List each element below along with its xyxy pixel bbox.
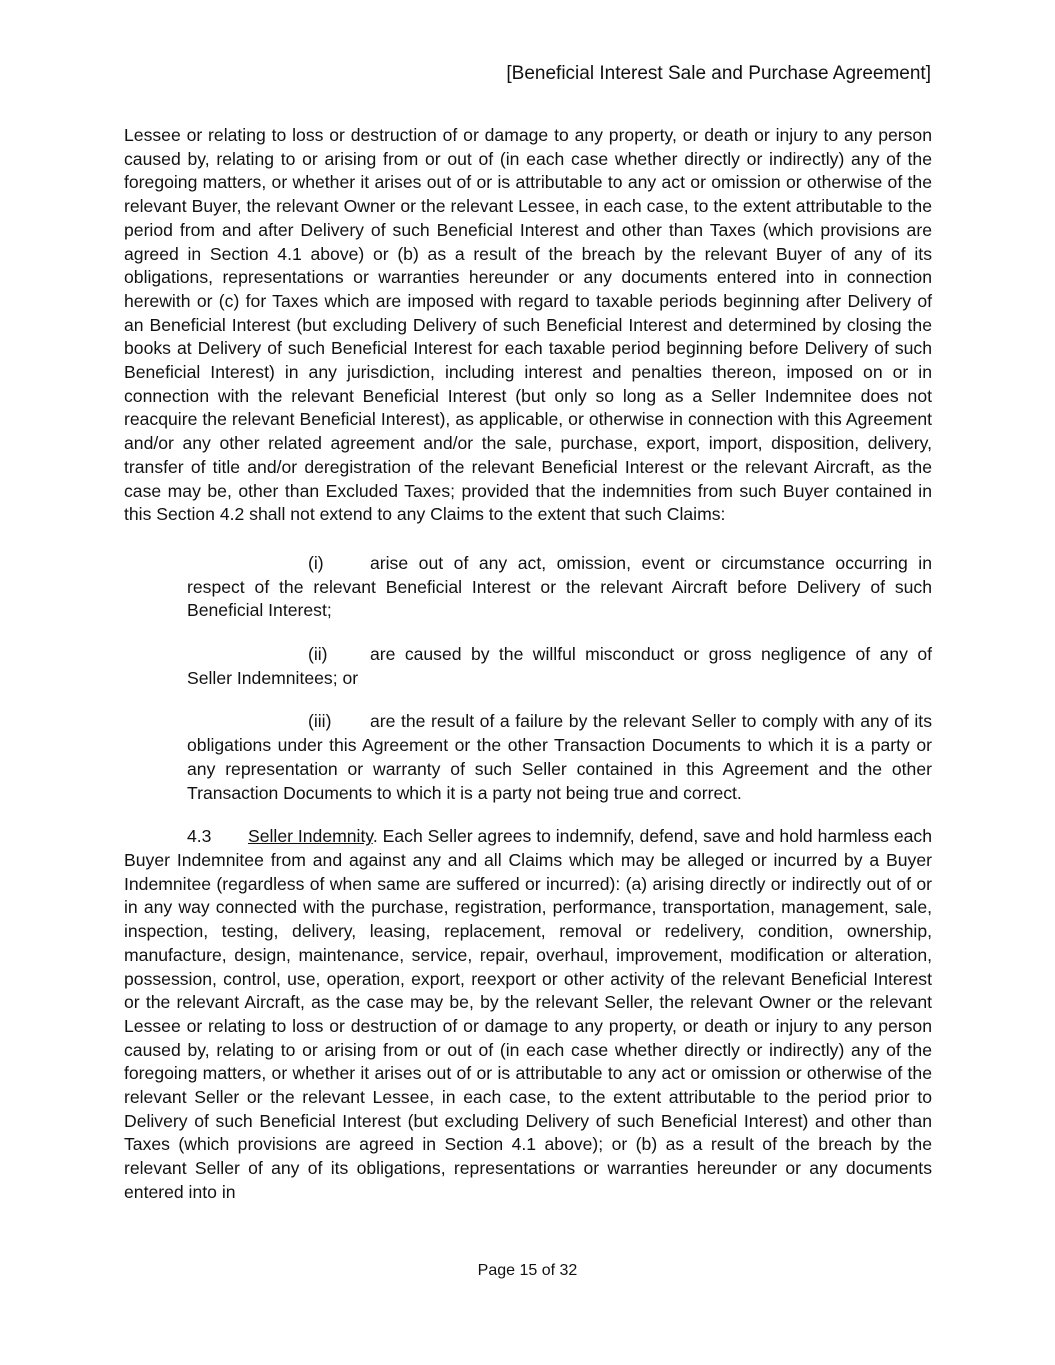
subclause-text: arise out of any act, omission, event or circumstance occurring in respect of the relevant Beneficial Interest or the relevant Aircraft before Delivery of such Beneficial Interest; <box>187 552 932 621</box>
subclause-ii <box>187 643 932 690</box>
subclause-text: are caused by the willful misconduct or gross negligence of any of Seller Indemnitees; or <box>187 644 932 688</box>
intro-paragraph: Lessee or relating to loss or destruction of or damage to any property, or death or injury to any person caused by, relating to or arising from or out of (in each case whether directly or indirectly) any of the foregoing matters, or whether it arises out of or is attributable to any act or omission or otherwise of the relevant Buyer, the relevant Owner or the relevant Lessee, in each case, to the extent attributable to the period from and after Delivery of such Beneficial Interest and other than Taxes (which provisions are agreed in Section 4.1 above) or (b) as a result of the breach by the relevant Buyer of any of its obligations, representations or warranties hereunder or any documents entered into in connection herewith or (c) for Taxes which are imposed with regard to taxable periods beginning after Delivery of an Beneficial Interest (but excluding Delivery of such Beneficial Interest and determined by closing the books at Delivery of such Beneficial Interest for each taxable period beginning before Delivery of such Beneficial Interest) in any jurisdiction, including interest and penalties thereon, imposed on or in connection with the relevant Beneficial Interest (but only so long as a Seller Indemnitee does not reacquire the relevant Beneficial Interest), as applicable, or otherwise in connection with this Agreement and/or any other related agreement and/or the sale, purchase, export, import, disposition, delivery, transfer of title and/or deregistration of the relevant Beneficial Interest or the relevant Aircraft, as the case may be, other than Excluded Taxes; provided that the indemnities from such Buyer contained in this Section 4.2 shall not extend to any Claims to the extent that such Claims: <box>124 125 932 525</box>
subclause-iii <box>187 710 932 805</box>
page-number: Page 15 of 32 <box>477 1262 578 1279</box>
subclause-text: are the result of a failure by the relevant Seller to comply with any of its obligations under this Agreement or the other Transaction Documents to which it is a party or any representation or warranty of such Seller contained in this Agreement and the other Transaction Documents to which it is a party not being true and correct. <box>187 711 932 803</box>
section-text: . Each Seller agrees to indemnify, defend, save and hold harmless each Buyer Indemnitee from and against any and all Claims which may be alleged or incurred by a Buyer Indemnitee (regardless of when same are suffered or incurred): (a) arising directly or indirectly out of or in any way connected with the purchase, registration, performance, transportation, management, sale, inspection, testing, delivery, leasing, replacement, removal or redelivery, condition, ownership, manufacture, design, maintenance, service, repair, overhaul, improvement, modification or alteration, possession, control, use, operation, export, reexport or other activity of the relevant Beneficial Interest or the relevant Aircraft, as the case may be, by the relevant Seller, the relevant Owner or the relevant Lessee or relating to loss or destruction of or damage to any property, or death or injury to any person caused by, relating to or arising from or out of (in each case whether directly or indirectly) any of the foregoing matters, or whether it arises out of or is attributable to any act or omission or otherwise of the relevant Seller or the relevant Lessee, in each case, to the extent attributable to the period prior to Delivery of such Beneficial Interest (but excluding Delivery of such Beneficial Interest) and other than Taxes (which provisions are agreed in Section 4.1 above); or (b) as a result of the breach by the relevant Seller of any of its obligations, representations or warranties hereunder or any documents entered into in <box>124 826 933 1202</box>
subclause-i <box>187 552 932 623</box>
section-4-3 <box>124 825 932 1204</box>
running-header: [Beneficial Interest Sale and Purchase Agreement] <box>506 63 931 84</box>
subclause-number: (ii) <box>308 644 328 665</box>
section-title: Seller Indemnity <box>248 826 373 847</box>
subclause-number: (i) <box>308 552 324 573</box>
section-number: 4.3 <box>187 826 212 847</box>
body-text <box>124 124 932 1205</box>
subclause-number: (iii) <box>308 711 332 732</box>
